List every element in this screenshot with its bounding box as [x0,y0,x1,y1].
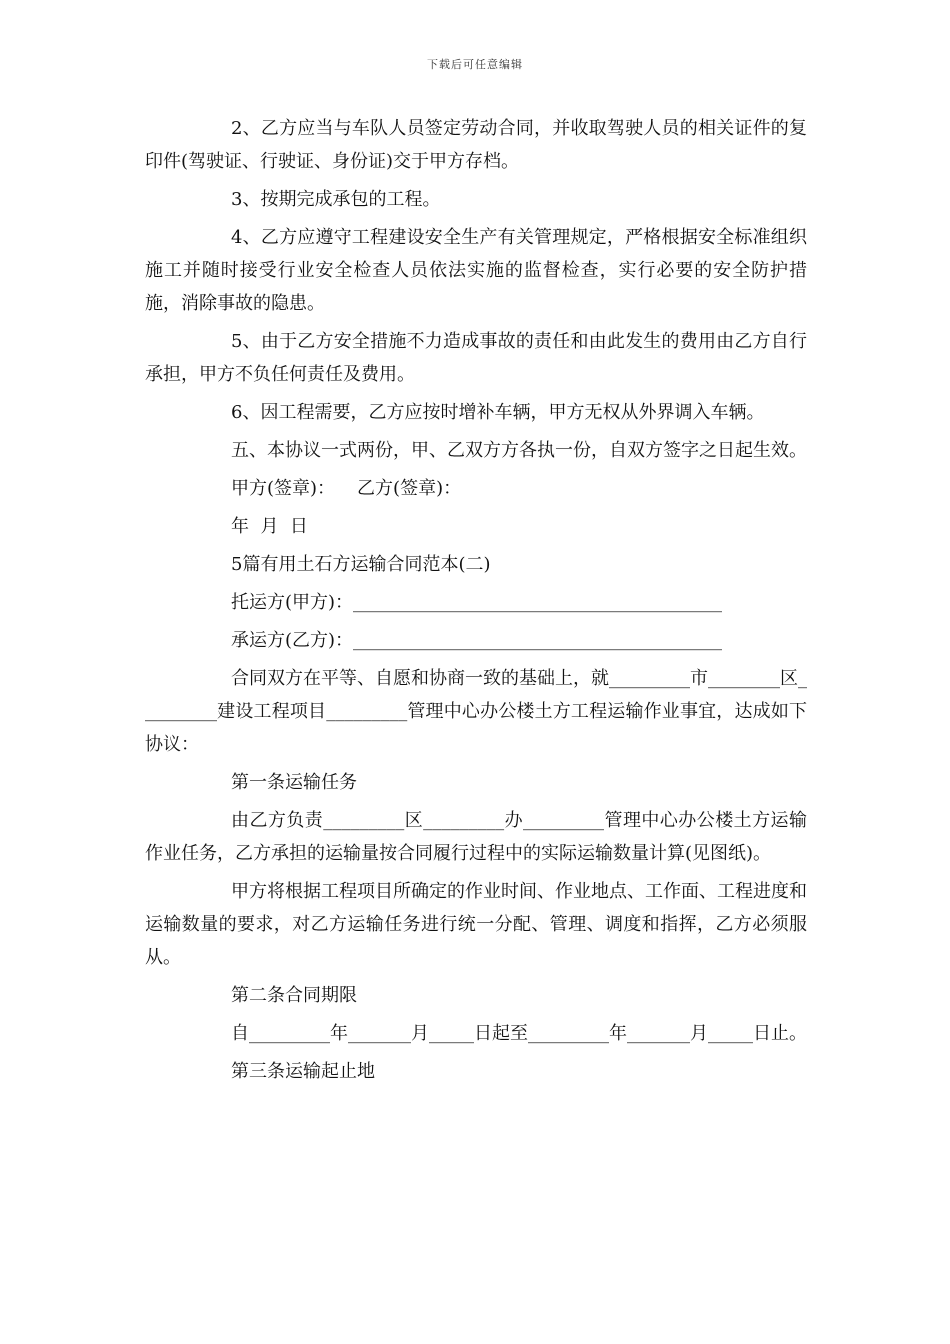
party-b-signature: 乙方(签章)： [357,478,462,499]
article-1-title: 第一条运输任务 [231,772,357,793]
agreement-intro: 合同双方在平等、自愿和协商一致的基础上，就_________市________区_________建设工程项目_________管理中心办公楼土方工程运输作业事宜，达成如下协议： [145,668,807,755]
clause-copies: 五、本协议一式两份，甲、乙双方方各执一份，自双方签字之日起生效。 [231,440,807,461]
date-line: 年 月 日 [231,516,308,537]
clause-6: 6、因工程需要，乙方应按时增补车辆，甲方无权从外界调入车辆。 [231,402,765,423]
clause-3: 3、按期完成承包的工程。 [231,189,441,210]
clause-4: 4、乙方应遵守工程建设安全生产有关管理规定，严格根据安全标准组织施工并随时接受行业安全检查人员依法实施的监督检查，实行必要的安全防护措施，消除事故的隐患。 [145,227,807,314]
signature-row [145,472,807,505]
article-2-title: 第二条合同期限 [231,985,357,1006]
page-header-note: 下载后可任意编辑 [427,58,523,71]
clause-5: 5、由于乙方安全措施不力造成事故的责任和由此发生的费用由乙方自行承担，甲方不负任何责任及费用。 [145,331,807,385]
article-1-paragraph-2: 甲方将根据工程项目所确定的作业时间、作业地点、工作面、工程进度和运输数量的要求，对乙方运输任务进行统一分配、管理、调度和指挥，乙方必须服从。 [145,881,807,968]
article-1-paragraph-1: 由乙方负责_________区_________办_________管理中心办公楼土方运输作业任务，乙方承担的运输量按合同履行过程中的实际运输数量计算(见图纸)。 [145,810,807,864]
carrier-line: 承运方(乙方)：_________________________________________ [231,630,723,651]
consignor-line: 托运方(甲方)：_________________________________________ [231,592,723,613]
clause-2: 2、乙方应当与车队人员签定劳动合同，并收取驾驶人员的相关证件的复印件(驾驶证、行驶证、身份证)交于甲方存档。 [145,118,807,172]
document-body [145,112,807,1093]
party-a-signature: 甲方(签章)： [231,478,336,499]
article-3-title: 第三条运输起止地 [231,1061,375,1082]
section-title: 5篇有用土石方运输合同范本(二) [231,554,491,575]
article-2-paragraph: 自_________年_______月_____日起至_________年_______月_____日止。 [231,1023,807,1044]
